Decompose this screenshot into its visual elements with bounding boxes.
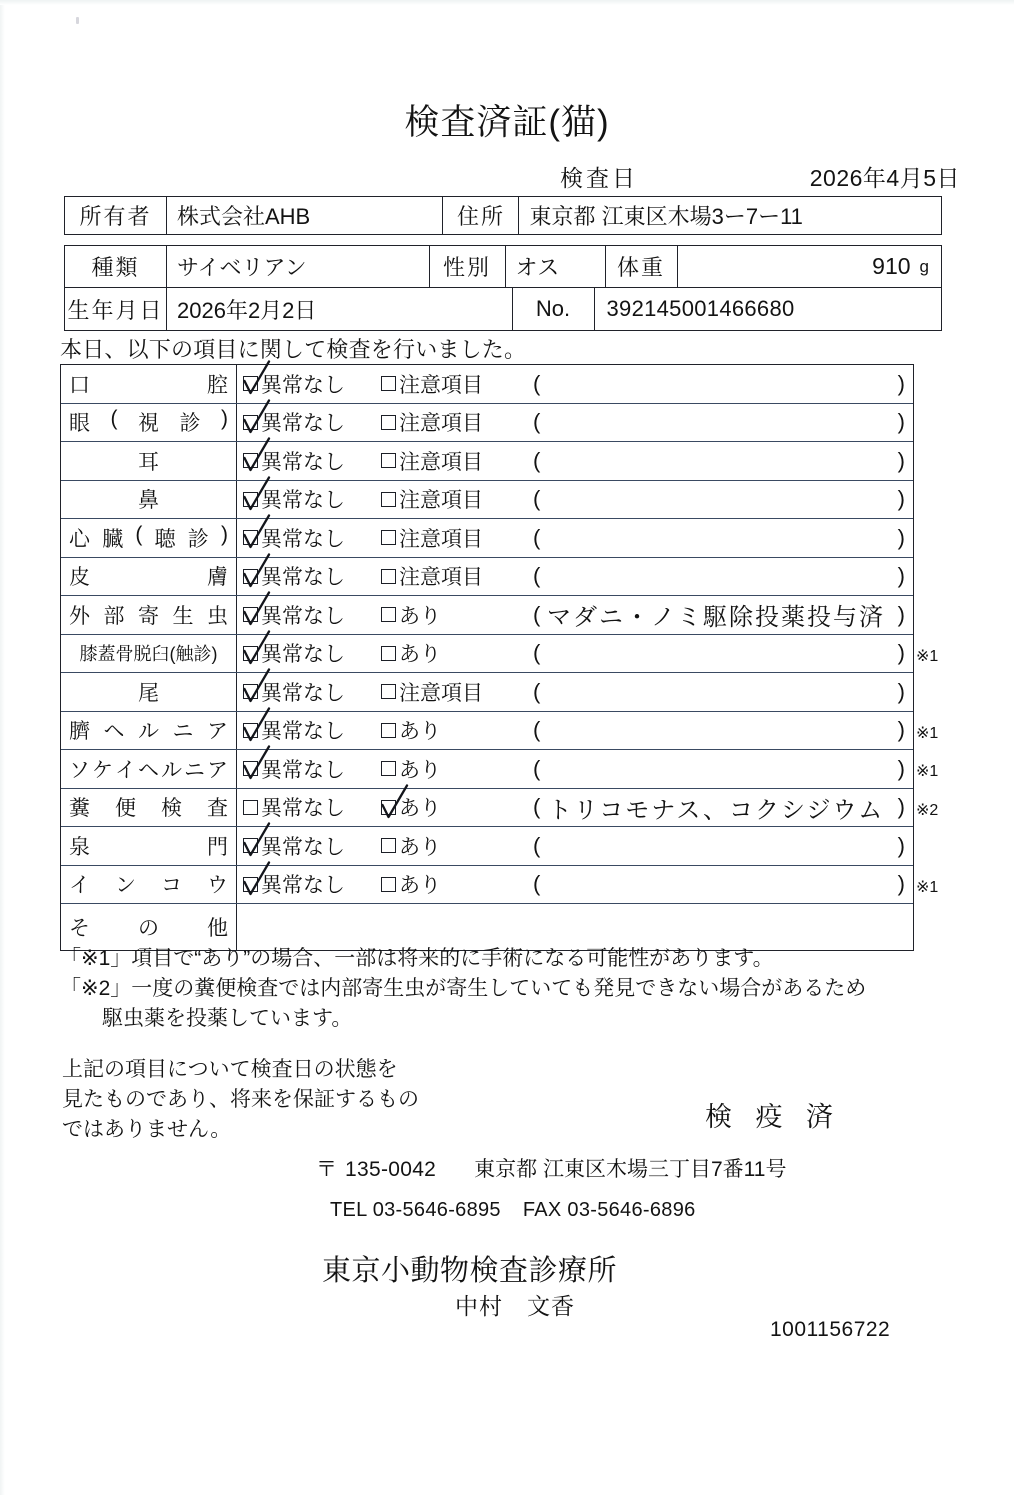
asterisk-marker: ※1 [916,724,939,742]
weight-label: 体重 [606,246,678,287]
checkbox-option-normal[interactable] [243,407,371,437]
checkbox-option-normal[interactable] [243,677,371,707]
owner-table [64,196,942,235]
checkbox-label: 異常なし [261,643,345,667]
checklist-row [61,789,913,828]
checkbox-icon[interactable] [381,415,396,430]
note-paren-close: ) [897,640,905,666]
checklist-item-label-cell [61,442,237,480]
footnotes [60,944,866,1034]
checkbox-label: 異常なし [261,489,345,513]
breed-value: サイベリアン [167,246,430,287]
checklist-row [61,519,913,558]
checklist-item-label-cell [61,558,237,596]
checklist-item-label-cell [61,404,237,442]
note-paren-close: ) [897,370,905,396]
checkbox-option-normal[interactable] [243,754,371,784]
checkbox-label: 異常なし [261,835,345,859]
animal-info-table [64,245,942,331]
note-paren-open: ( [533,409,541,435]
checklist-row [61,596,913,635]
checkbox-label: 異常なし [261,681,345,705]
checkbox-label: 異常なし [261,758,345,782]
checkbox-icon[interactable] [381,569,396,584]
checkbox-icon[interactable] [381,684,396,699]
asterisk-marker: ※1 [916,878,939,896]
disclaimer-line-3: ではありません。 [62,1118,232,1141]
dob-label: 生年月日 [65,288,167,330]
weight-value-cell [678,246,942,287]
checkbox-icon[interactable] [243,838,258,853]
checklist-options-cell [237,558,913,596]
checklist-item-label: 膝蓋骨脱臼(触診) [79,644,218,665]
note-paren-close: ) [897,755,905,781]
checkbox-label: 注意項目 [399,681,483,705]
checkbox-option-finding[interactable] [381,369,531,399]
checklist-item-label-cell [61,635,237,673]
clinic-street: 東京都 江東区木場三丁目7番11号 [474,1158,787,1181]
checklist-item-label-cell [61,481,237,519]
checkbox-icon[interactable] [243,761,258,776]
checkbox-label: あり [399,797,441,821]
checkbox-option-finding[interactable] [381,754,531,784]
sex-label: 性別 [430,246,506,287]
checkbox-label: 異常なし [261,527,345,551]
scan-edge-top [0,0,1014,5]
weight-unit: g [919,256,929,276]
checklist-item-label: 眼 ( 視 診 ) [69,407,228,436]
checklist-row [61,365,913,404]
checkbox-icon[interactable] [243,569,258,584]
checkbox-icon[interactable] [381,723,396,738]
checkbox-label: 注意項目 [399,489,483,513]
animal-info-row-dob [65,288,941,330]
checkbox-icon[interactable] [243,607,258,622]
checkbox-label: 注意項目 [399,566,483,590]
microchip-no-value: 392145001466680 [606,296,795,321]
disclaimer-line-2: 見たものであり、将来を保証するもの [62,1088,419,1111]
note-paren-open: ( [533,755,541,781]
checkbox-label: あり [399,874,441,898]
checkbox-icon[interactable] [243,453,258,468]
postal-mark-icon: 〒 [316,1158,337,1181]
checkbox-icon[interactable] [243,492,258,507]
checkbox-icon[interactable] [381,492,396,507]
clinic-contact-line [330,1199,696,1222]
checkbox-option-finding[interactable] [381,638,531,668]
checkbox-label: 注意項目 [399,373,483,397]
disclaimer-line-1: 上記の項目について検査日の状態を [62,1058,398,1081]
checklist-item-label: 外 部 寄 生 虫 [69,604,228,628]
scan-artifact-speck [76,17,79,24]
checkbox-label: あり [399,604,441,628]
checklist-row [61,712,913,751]
checklist-item-label: そ の 他 [69,917,228,940]
checklist-options-cell [237,750,913,788]
checklist-options-cell [237,365,913,403]
scan-edge-left [0,0,5,1495]
note-paren-close: ) [897,409,905,435]
checklist-options-cell [237,596,913,634]
checkbox-label: 異常なし [261,566,345,590]
checklist-item-label-cell [61,596,237,634]
address-label: 住所 [443,197,519,234]
checklist-row [61,673,913,712]
checklist-item-label-cell [61,365,237,403]
checklist-item-label-cell [61,712,237,750]
checklist-item-label: イ ン コ ウ [69,874,228,898]
checklist-options-cell [237,519,913,557]
intro-text: 本日、以下の項目に関して検査を行いました。 [60,337,527,362]
checklist-item-label: 尾 [138,681,159,705]
checkbox-label: 異常なし [261,720,345,744]
checklist-item-label-cell [61,673,237,711]
checklist-item-label: 耳 [138,450,159,474]
checkbox-icon[interactable] [381,376,396,391]
dob-value: 2026年2月2日 [167,288,513,330]
checkbox-label: 異常なし [261,412,345,436]
checkbox-icon[interactable] [381,877,396,892]
owner-value: 株式会社AHB [167,197,443,234]
veterinarian-name: 中村 文香 [455,1293,575,1319]
checkbox-icon[interactable] [243,800,258,815]
note-paren-open: ( [533,601,541,627]
checklist-options-cell [237,789,913,827]
checkbox-option-normal[interactable] [243,600,371,630]
sex-value: オス [506,246,606,287]
exam-date-label: 検査日 [560,165,638,191]
note-paren-open: ( [533,794,541,820]
checkbox-icon[interactable] [381,800,396,815]
checklist-item-label: 泉 門 [69,835,228,859]
checklist-item-label-cell [61,750,237,788]
checklist-options-cell [237,866,913,904]
checkbox-label: 異常なし [261,373,345,397]
checklist-row [61,635,913,674]
checkbox-option-normal[interactable] [243,638,371,668]
checklist-options-cell [237,673,913,711]
note-paren-open: ( [533,640,541,666]
checkbox-option-finding[interactable] [381,600,531,630]
exam-date-value: 2026年4月5日 [809,165,960,191]
checkbox-option-finding[interactable] [381,561,531,591]
checkbox-option-normal[interactable] [243,561,371,591]
checkbox-icon[interactable] [381,646,396,661]
note-paren-open: ( [533,524,541,550]
asterisk-marker: ※1 [916,763,939,780]
checkbox-label: あり [399,643,441,667]
page-title: 検査済証(猫) [404,103,610,142]
checklist-item-label-cell [61,827,237,865]
checklist-options-cell [237,635,913,673]
checkbox-label: 注意項目 [399,527,483,551]
checklist-row [61,750,913,789]
quarantine-stamp: 検 疫 済 [705,1102,842,1132]
checklist-item-label-cell [61,789,237,827]
clinic-address-line [316,1153,786,1183]
checklist-note-value: トリコモナス、コクシジウム [547,795,885,824]
checkbox-icon[interactable] [243,415,258,430]
checkbox-icon[interactable] [381,838,396,853]
checkbox-option-normal[interactable] [243,523,371,553]
note-paren-open: ( [533,871,541,897]
checklist-row [61,442,913,481]
checklist-options-cell [237,827,913,865]
checklist-options-cell [237,712,913,750]
note-paren-open: ( [533,832,541,858]
checkbox-icon[interactable] [243,723,258,738]
checklist-item-label: 鼻 [138,489,159,513]
note-paren-close: ) [897,832,905,858]
note-paren-open: ( [533,370,541,396]
checklist-row [61,404,913,443]
footnote-2: 「※2」一度の糞便検査では内部寄生虫が寄生していても発見できない場合があるため [60,977,867,1000]
note-paren-close: ) [897,563,905,589]
checkbox-option-normal[interactable] [243,715,371,745]
checkbox-label: 注意項目 [399,450,483,474]
document-number: 1001156722 [770,1318,891,1341]
footnote-1: 「※1」項目で“あり”の場合、一部は将来的に手術になる可能性があります。 [60,947,774,970]
note-paren-close: ) [897,524,905,550]
checkbox-icon[interactable] [243,376,258,391]
asterisk-marker: ※2 [916,801,939,819]
checkbox-option-finding[interactable] [381,677,531,707]
checkbox-option-normal[interactable] [243,369,371,399]
checklist-item-label: 心 臓 ( 聴 診 ) [69,522,228,551]
checkbox-option-finding[interactable] [381,792,531,822]
checkbox-icon[interactable] [381,761,396,776]
note-paren-close: ) [897,601,905,627]
checkbox-label: あり [399,758,441,782]
note-paren-close: ) [897,871,905,897]
clinic-fax: FAX 03-5646-6896 [522,1199,696,1221]
checkbox-option-normal[interactable] [243,869,371,899]
checkbox-label: あり [399,835,441,859]
checkbox-icon[interactable] [243,646,258,661]
note-paren-open: ( [533,486,541,512]
note-paren-open: ( [533,717,541,743]
checkbox-option-finding[interactable] [381,831,531,861]
checklist-item-label: 糞 便 検 査 [69,797,228,821]
note-paren-close: ) [897,678,905,704]
checkbox-option-normal[interactable] [243,484,371,514]
checkbox-label: 異常なし [261,874,345,898]
checkbox-option-finding[interactable] [381,523,531,553]
note-paren-open: ( [533,563,541,589]
checklist-row [61,481,913,520]
footnote-2-cont: 駆虫薬を投薬しています。 [102,1007,353,1030]
checkbox-icon[interactable] [243,684,258,699]
microchip-no-label: No. [513,288,595,330]
checklist-item-label: 口 腔 [69,373,228,397]
clinic-zip: 135-0042 [345,1158,437,1181]
checkbox-label: 異常なし [261,797,345,821]
note-paren-close: ) [897,717,905,743]
checkbox-label: 異常なし [261,604,345,628]
checkbox-option-finding[interactable] [381,715,531,745]
checkbox-label: 注意項目 [399,412,483,436]
exam-date-row [560,160,960,193]
checklist-row [61,866,913,905]
clinic-name: 東京小動物検査診療所 [322,1255,618,1287]
checklist-item-label-cell [61,866,237,904]
weight-value: 910 [872,253,911,279]
animal-info-row-breed [65,246,941,288]
checkbox-option-finding[interactable] [381,407,531,437]
checklist-row [61,827,913,866]
owner-label: 所有者 [65,197,167,234]
disclaimer-text [62,1055,419,1145]
checkbox-option-normal[interactable] [243,831,371,861]
asterisk-marker: ※1 [916,647,939,665]
checkbox-icon[interactable] [243,877,258,892]
note-paren-open: ( [533,678,541,704]
checkbox-label: あり [399,720,441,744]
clinic-tel: TEL 03-5646-6895 [330,1199,501,1221]
checkbox-option-normal[interactable] [243,446,371,476]
checkbox-icon[interactable] [381,453,396,468]
checklist-note-value: マダニ・ノミ駆除投薬投与済 [547,603,885,632]
note-paren-close: ) [897,486,905,512]
checkbox-label: 異常なし [261,450,345,474]
checklist-item-label: 皮 膚 [69,566,228,590]
checkbox-icon[interactable] [381,530,396,545]
checklist-item-label-cell [61,519,237,557]
checkbox-option-finding[interactable] [381,869,531,899]
breed-label: 種類 [65,246,167,287]
address-value: 東京都 江東区木場3ー7ー11 [529,204,803,229]
checkbox-option-normal[interactable] [243,792,371,822]
checkbox-icon[interactable] [381,607,396,622]
checklist-row [61,558,913,597]
note-paren-open: ( [533,447,541,473]
inspection-checklist-table [60,364,914,951]
checklist-item-label: 臍 ヘ ル ニ ア [69,720,228,744]
note-paren-close: ) [897,447,905,473]
checkbox-option-finding[interactable] [381,484,531,514]
checkbox-icon[interactable] [243,530,258,545]
checklist-item-label: ソ ケ イ ヘ ル ニ ア [69,758,228,782]
checklist-options-cell [237,481,913,519]
checklist-options-cell [237,404,913,442]
note-paren-close: ) [897,794,905,820]
checkbox-option-finding[interactable] [381,446,531,476]
checklist-options-cell [237,442,913,480]
